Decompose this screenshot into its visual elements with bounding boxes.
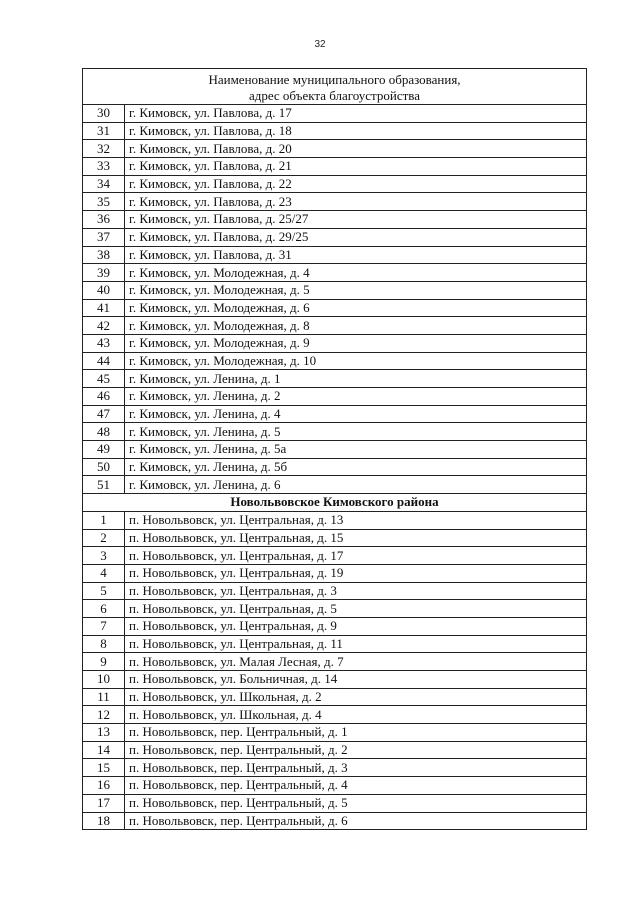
row-address: г. Кимовск, ул. Ленина, д. 1 (125, 370, 587, 388)
row-number: 13 (83, 724, 125, 742)
table-row (83, 281, 587, 299)
table-row (83, 777, 587, 795)
row-address: п. Новольвовск, пер. Центральный, д. 2 (125, 741, 587, 759)
row-address: г. Кимовск, ул. Павлова, д. 25/27 (125, 211, 587, 229)
row-address: г. Кимовск, ул. Молодежная, д. 8 (125, 317, 587, 335)
table-header-row (83, 69, 587, 105)
table-row (83, 759, 587, 777)
row-address: п. Новольвовск, ул. Малая Лесная, д. 7 (125, 653, 587, 671)
row-address: п. Новольвовск, ул. Центральная, д. 9 (125, 617, 587, 635)
table-row (83, 370, 587, 388)
row-address: г. Кимовск, ул. Молодежная, д. 10 (125, 352, 587, 370)
row-number: 38 (83, 246, 125, 264)
table-row (83, 140, 587, 158)
row-number: 34 (83, 175, 125, 193)
table-row (83, 724, 587, 742)
table-row (83, 671, 587, 689)
table-row (83, 299, 587, 317)
row-address: п. Новольвовск, ул. Школьная, д. 2 (125, 688, 587, 706)
row-address: г. Кимовск, ул. Ленина, д. 4 (125, 405, 587, 423)
table-row (83, 529, 587, 547)
table-row (83, 564, 587, 582)
row-address: п. Новольвовск, пер. Центральный, д. 4 (125, 777, 587, 795)
table-row (83, 105, 587, 123)
table-row (83, 458, 587, 476)
row-address: г. Кимовск, ул. Ленина, д. 5а (125, 441, 587, 459)
row-number: 39 (83, 264, 125, 282)
row-number: 14 (83, 741, 125, 759)
table-row (83, 547, 587, 565)
row-number: 11 (83, 688, 125, 706)
row-number: 18 (83, 812, 125, 830)
table-row (83, 193, 587, 211)
row-number: 15 (83, 759, 125, 777)
table-row (83, 476, 587, 494)
table-row (83, 405, 587, 423)
row-address: г. Кимовск, ул. Ленина, д. 2 (125, 388, 587, 406)
row-number: 3 (83, 547, 125, 565)
row-address: п. Новольвовск, ул. Центральная, д. 19 (125, 564, 587, 582)
row-address: п. Новольвовск, ул. Больничная, д. 14 (125, 671, 587, 689)
row-address: г. Кимовск, ул. Павлова, д. 29/25 (125, 228, 587, 246)
row-number: 45 (83, 370, 125, 388)
row-number: 47 (83, 405, 125, 423)
table-row (83, 246, 587, 264)
table-row (83, 617, 587, 635)
row-number: 36 (83, 211, 125, 229)
row-number: 2 (83, 529, 125, 547)
row-address: п. Новольвовск, ул. Центральная, д. 13 (125, 511, 587, 529)
row-address: п. Новольвовск, пер. Центральный, д. 6 (125, 812, 587, 830)
row-number: 49 (83, 441, 125, 459)
table-row (83, 794, 587, 812)
table-row (83, 228, 587, 246)
row-number: 44 (83, 352, 125, 370)
row-number: 42 (83, 317, 125, 335)
row-address: г. Кимовск, ул. Павлова, д. 23 (125, 193, 587, 211)
row-address: п. Новольвовск, ул. Центральная, д. 3 (125, 582, 587, 600)
table-row (83, 211, 587, 229)
table-row (83, 423, 587, 441)
header-cell (83, 69, 587, 105)
header-line-2: адрес объекта благоустройства (248, 87, 421, 103)
row-address: п. Новольвовск, ул. Центральная, д. 5 (125, 600, 587, 618)
table-row (83, 582, 587, 600)
row-number: 35 (83, 193, 125, 211)
row-number: 16 (83, 777, 125, 795)
table-row (83, 741, 587, 759)
row-address: п. Новольвовск, пер. Центральный, д. 3 (125, 759, 587, 777)
row-number: 46 (83, 388, 125, 406)
section-row (83, 494, 587, 512)
row-number: 10 (83, 671, 125, 689)
row-address: г. Кимовск, ул. Павлова, д. 20 (125, 140, 587, 158)
row-address: г. Кимовск, ул. Ленина, д. 5б (125, 458, 587, 476)
row-address: г. Кимовск, ул. Павлова, д. 18 (125, 122, 587, 140)
row-address: г. Кимовск, ул. Ленина, д. 6 (125, 476, 587, 494)
row-address: г. Кимовск, ул. Ленина, д. 5 (125, 423, 587, 441)
row-address: п. Новольвовск, ул. Школьная, д. 4 (125, 706, 587, 724)
row-number: 40 (83, 281, 125, 299)
header-line-1: Наименование муниципального образования, (208, 71, 461, 87)
page-number: 32 (314, 39, 326, 50)
table-row (83, 264, 587, 282)
row-address: г. Кимовск, ул. Павлова, д. 17 (125, 105, 587, 123)
table-row (83, 600, 587, 618)
table-row (83, 688, 587, 706)
row-number: 7 (83, 617, 125, 635)
row-number: 1 (83, 511, 125, 529)
row-address: г. Кимовск, ул. Молодежная, д. 4 (125, 264, 587, 282)
table-row (83, 706, 587, 724)
table-row (83, 334, 587, 352)
row-number: 51 (83, 476, 125, 494)
row-number: 5 (83, 582, 125, 600)
table-row (83, 653, 587, 671)
row-number: 32 (83, 140, 125, 158)
row-address: п. Новольвовск, ул. Центральная, д. 11 (125, 635, 587, 653)
row-address: г. Кимовск, ул. Павлова, д. 22 (125, 175, 587, 193)
row-number: 17 (83, 794, 125, 812)
row-number: 12 (83, 706, 125, 724)
row-number: 41 (83, 299, 125, 317)
row-number: 50 (83, 458, 125, 476)
table-row (83, 158, 587, 176)
table-row (83, 122, 587, 140)
row-address: г. Кимовск, ул. Павлова, д. 31 (125, 246, 587, 264)
row-number: 4 (83, 564, 125, 582)
table-row (83, 812, 587, 830)
section-title: Новольвовское Кимовского района (83, 494, 587, 512)
table-row (83, 441, 587, 459)
row-number: 37 (83, 228, 125, 246)
row-address: г. Кимовск, ул. Молодежная, д. 5 (125, 281, 587, 299)
row-number: 9 (83, 653, 125, 671)
table-row (83, 317, 587, 335)
address-table (82, 68, 587, 830)
row-number: 8 (83, 635, 125, 653)
table-row (83, 388, 587, 406)
row-number: 48 (83, 423, 125, 441)
row-address: п. Новольвовск, ул. Центральная, д. 17 (125, 547, 587, 565)
table-row (83, 175, 587, 193)
row-number: 31 (83, 122, 125, 140)
row-address: п. Новольвовск, ул. Центральная, д. 15 (125, 529, 587, 547)
row-number: 30 (83, 105, 125, 123)
row-address: г. Кимовск, ул. Молодежная, д. 9 (125, 334, 587, 352)
row-address: п. Новольвовск, пер. Центральный, д. 1 (125, 724, 587, 742)
table-row (83, 511, 587, 529)
row-number: 43 (83, 334, 125, 352)
row-address: г. Кимовск, ул. Павлова, д. 21 (125, 158, 587, 176)
row-address: г. Кимовск, ул. Молодежная, д. 6 (125, 299, 587, 317)
row-number: 6 (83, 600, 125, 618)
row-number: 33 (83, 158, 125, 176)
table-row (83, 352, 587, 370)
table-row (83, 635, 587, 653)
row-address: п. Новольвовск, пер. Центральный, д. 5 (125, 794, 587, 812)
